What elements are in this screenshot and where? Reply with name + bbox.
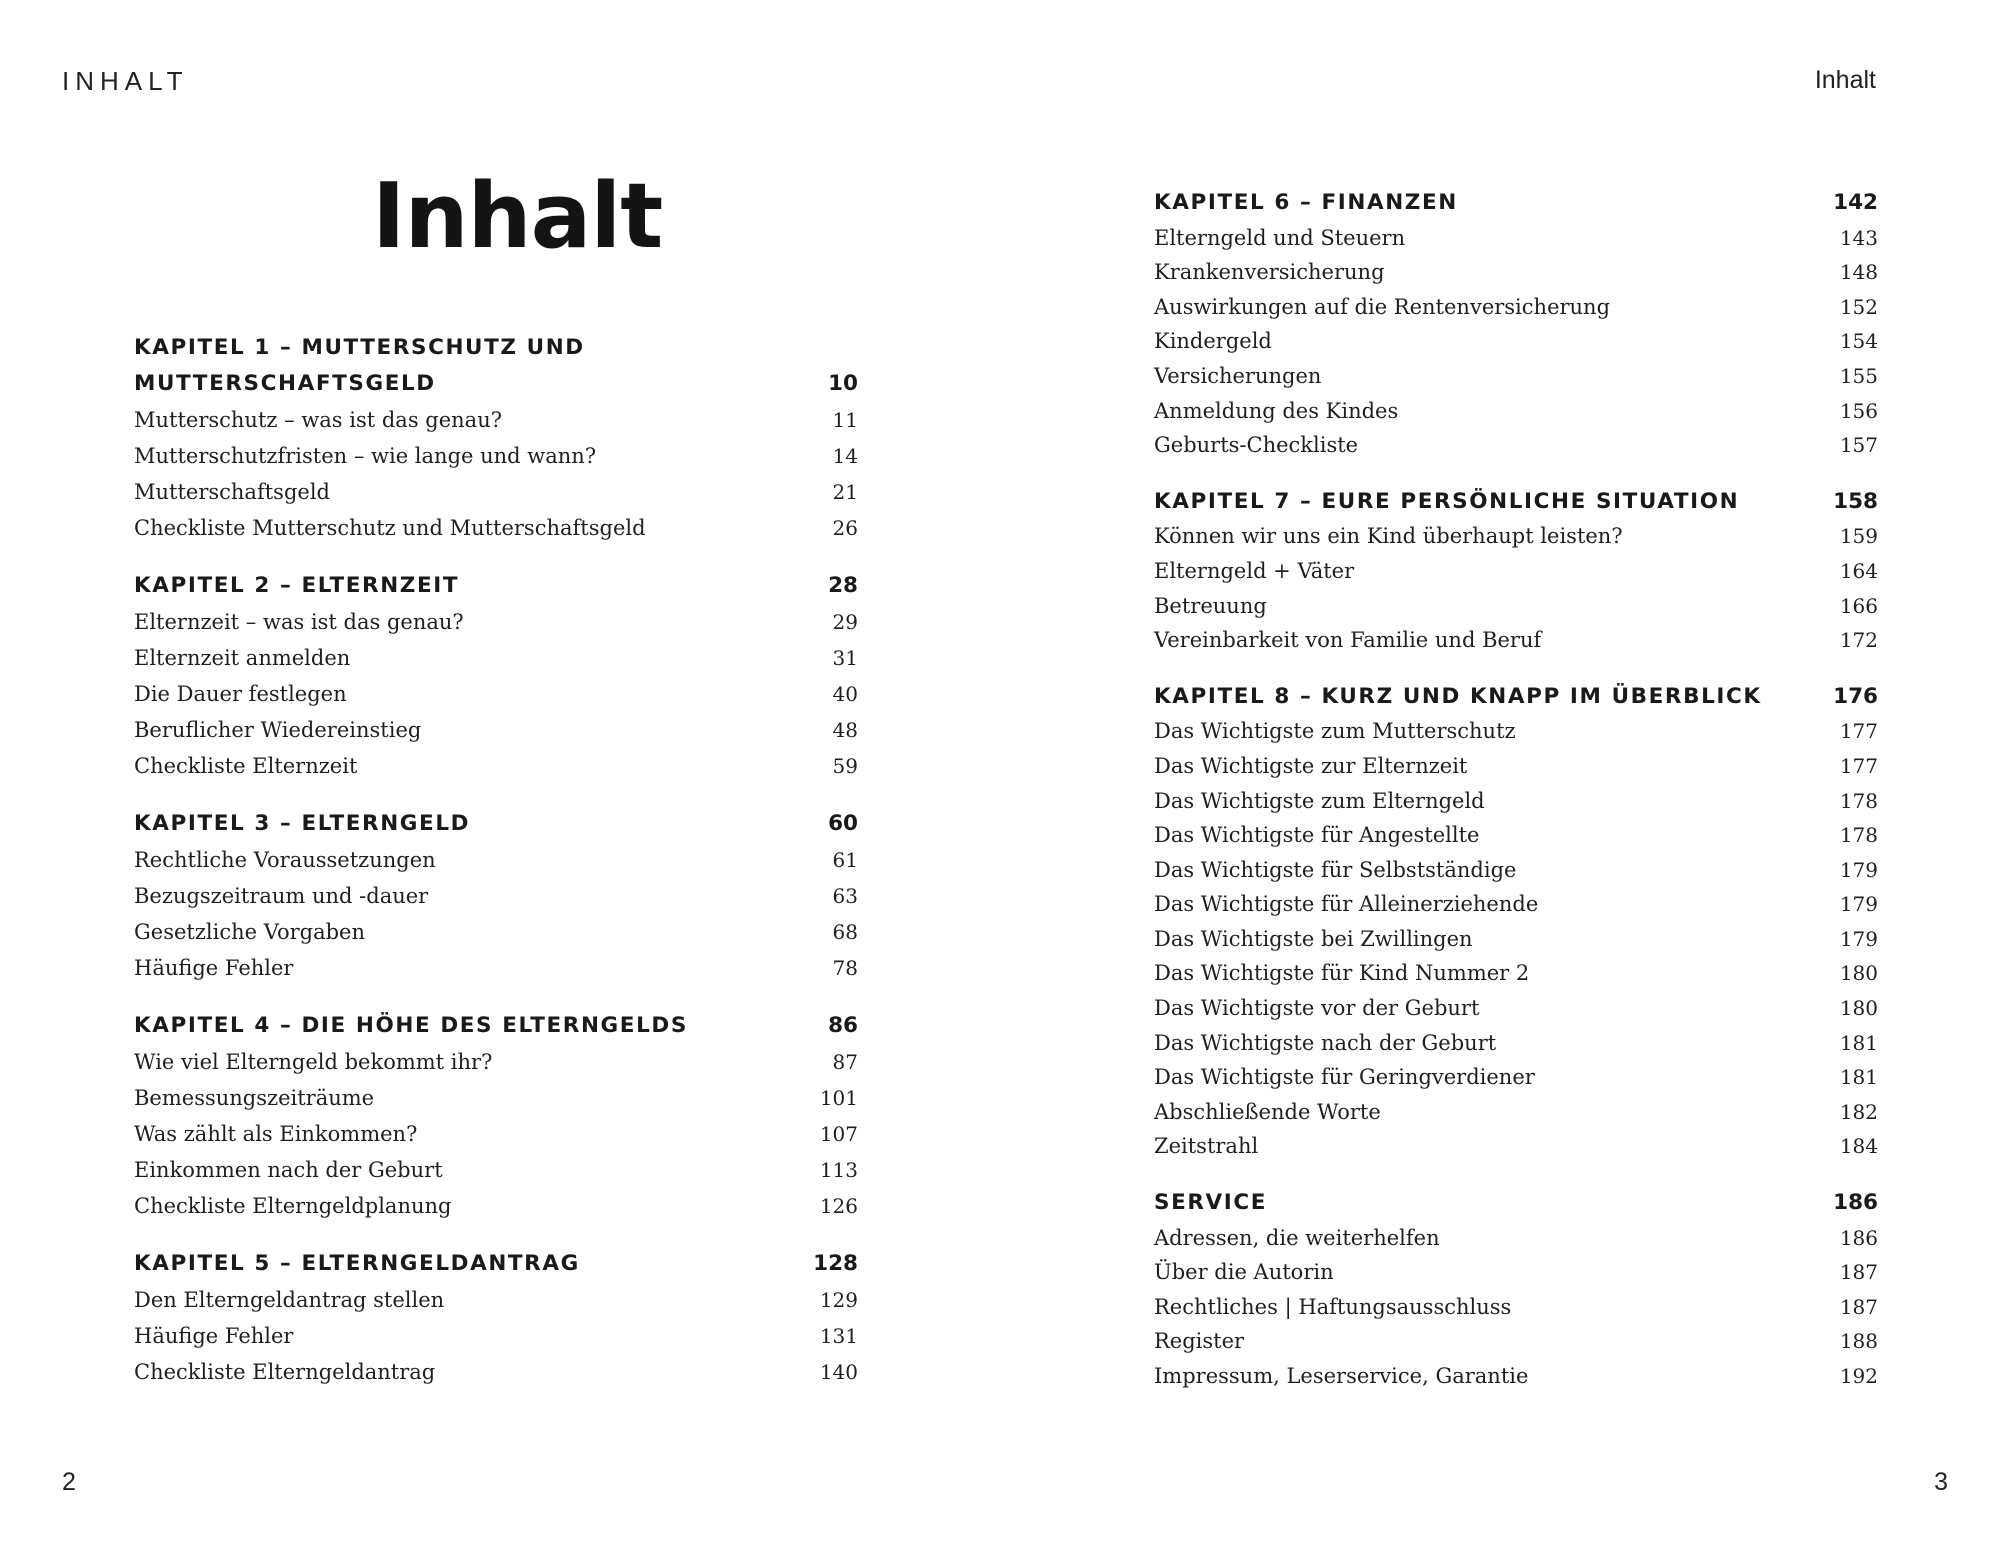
- chapter-title-line: KAPITEL 4 – DIE HÖHE DES ELTERNGELDS: [134, 1013, 688, 1038]
- toc-entry-page: 140: [819, 1360, 858, 1384]
- chapter-title: [1154, 485, 1739, 520]
- chapter-title: [134, 568, 459, 604]
- toc-entry[interactable]: [1154, 853, 1878, 888]
- toc-chapter: [1154, 1186, 1878, 1394]
- toc-entry-label: Den Elterngeldantrag stellen: [134, 1288, 445, 1312]
- running-head-right: Inhalt: [1814, 66, 1876, 94]
- toc-entry[interactable]: [134, 842, 858, 878]
- toc-entry[interactable]: [1154, 784, 1878, 819]
- chapter-title-line: MUTTERSCHAFTSGELD: [134, 371, 436, 396]
- toc-entry-page: 126: [819, 1194, 858, 1218]
- chapter-heading[interactable]: [134, 330, 858, 402]
- toc-chapter: [134, 568, 858, 784]
- toc-entry[interactable]: [134, 1152, 858, 1188]
- toc-entry-page: 186: [1839, 1225, 1878, 1250]
- toc-entry-label: Elterngeld und Steuern: [1154, 225, 1406, 250]
- toc-entry[interactable]: [134, 438, 858, 474]
- toc-entry[interactable]: [1154, 221, 1878, 256]
- toc-entry-page: 129: [819, 1288, 858, 1312]
- toc-entry-label: Rechtliches | Haftungsausschluss: [1154, 1294, 1512, 1319]
- toc-entry-page: 188: [1839, 1329, 1878, 1354]
- toc-entry-page: 187: [1839, 1260, 1878, 1285]
- toc-chapter: [134, 1008, 858, 1224]
- toc-entry[interactable]: [1154, 1255, 1878, 1290]
- chapter-page-number: 158: [1833, 488, 1878, 514]
- page-title: Inhalt: [372, 164, 663, 269]
- toc-entry-label: Abschließende Worte: [1154, 1099, 1381, 1124]
- toc-entry-page: 179: [1839, 926, 1878, 951]
- chapter-title: [134, 1246, 580, 1282]
- toc-entry-page: 48: [832, 718, 858, 742]
- toc-entry-page: 180: [1839, 961, 1878, 986]
- toc-chapter: [1154, 485, 1878, 658]
- toc-entry[interactable]: [1154, 1221, 1878, 1256]
- toc-entry[interactable]: [1154, 1026, 1878, 1061]
- toc-entry-page: 68: [832, 920, 858, 944]
- toc-entry-label: Checkliste Elterngeldantrag: [134, 1360, 436, 1384]
- toc-entry-page: 178: [1839, 823, 1878, 848]
- toc-entry-label: Impressum, Leserservice, Garantie: [1154, 1364, 1529, 1388]
- toc-chapter: [134, 806, 858, 986]
- toc-entry[interactable]: [134, 1080, 858, 1116]
- toc-entry-label: Bemessungszeiträume: [134, 1086, 375, 1110]
- toc-entry-page: 113: [819, 1158, 858, 1182]
- toc-entry[interactable]: [1154, 623, 1878, 658]
- toc-entry[interactable]: [134, 748, 858, 784]
- toc-entry-label: Mutterschutz – was ist das genau?: [134, 408, 502, 432]
- toc-entry-page: 21: [832, 480, 858, 504]
- toc-entry-label: Checkliste Mutterschutz und Mutterschaftsgeld: [134, 516, 646, 540]
- chapter-page-number: 142: [1833, 190, 1878, 215]
- toc-entry-page: 178: [1839, 788, 1878, 813]
- chapter-title: [1154, 680, 1762, 715]
- chapter-page-number: 128: [813, 1251, 858, 1276]
- toc-entry-page: 143: [1839, 225, 1878, 250]
- toc-entry[interactable]: [134, 1116, 858, 1152]
- toc-entry-label: Krankenversicherung: [1154, 260, 1385, 285]
- toc-entry-page: 156: [1839, 398, 1878, 423]
- toc-entry-label: Das Wichtigste für Angestellte: [1154, 823, 1480, 848]
- chapter-title-line: KAPITEL 6 – FINANZEN: [1154, 190, 1458, 215]
- toc-entry-label: Kindergeld: [1154, 329, 1272, 354]
- chapter-page-number: 186: [1833, 1190, 1878, 1216]
- toc-entry-label: Das Wichtigste für Geringverdiener: [1154, 1065, 1535, 1090]
- toc-chapter: [1154, 186, 1878, 463]
- toc-entry[interactable]: [134, 1188, 858, 1224]
- chapter-title: [1154, 186, 1458, 221]
- toc-entry[interactable]: [1154, 887, 1878, 922]
- toc-entry[interactable]: [1154, 956, 1878, 991]
- toc-entry[interactable]: [134, 914, 858, 950]
- toc-entry-page: 14: [832, 444, 858, 468]
- toc-entry-page: 31: [832, 646, 858, 670]
- toc-entry-label: Gesetzliche Vorgaben: [134, 920, 366, 944]
- toc-entry[interactable]: [134, 676, 858, 712]
- toc-entry[interactable]: [134, 1044, 858, 1080]
- toc-entry-label: Das Wichtigste zur Elternzeit: [1154, 753, 1468, 778]
- chapter-heading[interactable]: [134, 1008, 858, 1044]
- toc-entry[interactable]: [134, 950, 858, 986]
- toc-entry-page: 164: [1839, 558, 1878, 583]
- toc-entry[interactable]: [1154, 1095, 1878, 1130]
- toc-entry-label: Was zählt als Einkommen?: [134, 1122, 418, 1146]
- toc-entry-label: Elterngeld + Väter: [1154, 558, 1355, 583]
- chapter-title: [1154, 1186, 1267, 1221]
- toc-entry-label: Das Wichtigste zum Elterngeld: [1154, 788, 1485, 813]
- toc-entry[interactable]: [134, 1354, 858, 1390]
- toc-entry-label: Häufige Fehler: [134, 956, 294, 980]
- chapter-page-number: 28: [828, 573, 858, 598]
- toc-right-column: [1154, 186, 1878, 1416]
- toc-entry[interactable]: [1154, 1060, 1878, 1095]
- toc-entry[interactable]: [134, 510, 858, 546]
- chapter-heading[interactable]: [134, 568, 858, 604]
- toc-entry-page: 29: [832, 610, 858, 634]
- toc-entry[interactable]: [134, 640, 858, 676]
- page-number-left: 2: [62, 1468, 76, 1496]
- toc-entry[interactable]: [1154, 818, 1878, 853]
- toc-entry[interactable]: [1154, 1290, 1878, 1325]
- chapter-heading[interactable]: [1154, 485, 1878, 520]
- chapter-title-line: SERVICE: [1154, 1190, 1268, 1216]
- toc-entry-page: 184: [1839, 1134, 1878, 1159]
- toc-entry-page: 180: [1839, 996, 1878, 1021]
- toc-entry-label: Das Wichtigste für Selbstständige: [1154, 857, 1517, 882]
- toc-entry-page: 152: [1839, 294, 1878, 319]
- chapter-page-number: 176: [1833, 683, 1878, 709]
- page-number-right: 3: [1934, 1468, 1948, 1496]
- chapter-page-number: 60: [828, 811, 858, 836]
- toc-entry-label: Register: [1154, 1329, 1245, 1354]
- toc-entry-page: 11: [832, 408, 858, 432]
- toc-entry-label: Elternzeit – was ist das genau?: [134, 610, 464, 634]
- toc-entry[interactable]: [1154, 1324, 1878, 1359]
- toc-entry-page: 177: [1839, 753, 1878, 778]
- toc-entry-label: Geburts-Checkliste: [1154, 433, 1359, 458]
- chapter-title-line: KAPITEL 7 – EURE PERSÖNLICHE SITUATION: [1154, 488, 1740, 514]
- toc-entry-page: 40: [832, 682, 858, 706]
- toc-entry-label: Können wir uns ein Kind überhaupt leisten?: [1154, 524, 1623, 549]
- chapter-title: [134, 330, 585, 402]
- chapter-title: [134, 806, 470, 842]
- toc-entry[interactable]: [134, 878, 858, 914]
- toc-entry-label: Auswirkungen auf die Rentenversicherung: [1154, 294, 1611, 319]
- toc-entry-label: Mutterschaftsgeld: [134, 480, 330, 504]
- toc-entry[interactable]: [1154, 1129, 1878, 1164]
- chapter-title-line: KAPITEL 8 – KURZ UND KNAPP IM ÜBERBLICK: [1154, 683, 1762, 709]
- toc-entry-page: 63: [832, 884, 858, 908]
- toc-entry[interactable]: [1154, 428, 1878, 463]
- toc-entry[interactable]: [1154, 714, 1878, 749]
- toc-entry-label: Mutterschutzfristen – wie lange und wann?: [134, 444, 597, 468]
- toc-entry[interactable]: [134, 402, 858, 438]
- toc-entry-label: Anmeldung des Kindes: [1154, 398, 1399, 423]
- toc-entry-page: 177: [1839, 719, 1878, 744]
- toc-entry[interactable]: [1154, 359, 1878, 394]
- toc-entry-label: Beruflicher Wiedereinstieg: [134, 718, 422, 742]
- toc-entry-label: Das Wichtigste bei Zwillingen: [1154, 926, 1473, 951]
- toc-entry-page: 192: [1839, 1364, 1878, 1388]
- toc-left-column: [134, 330, 858, 1412]
- toc-entry-label: Bezugszeitraum und -dauer: [134, 884, 429, 908]
- toc-entry-page: 155: [1839, 363, 1878, 388]
- toc-entry-label: Das Wichtigste für Alleinerziehende: [1154, 892, 1539, 917]
- chapter-title-line: KAPITEL 2 – ELTERNZEIT: [134, 573, 460, 598]
- toc-entry-label: Das Wichtigste vor der Geburt: [1154, 996, 1480, 1021]
- toc-entry-label: Elternzeit anmelden: [134, 646, 351, 670]
- chapter-page-number: 86: [828, 1013, 858, 1038]
- chapter-heading[interactable]: [1154, 680, 1878, 715]
- toc-entry-label: Zeitstrahl: [1154, 1134, 1259, 1159]
- toc-entry-page: 107: [819, 1122, 858, 1146]
- toc-entry-label: Versicherungen: [1154, 363, 1322, 388]
- toc-entry-page: 154: [1839, 329, 1878, 354]
- toc-entry-label: Das Wichtigste zum Mutterschutz: [1154, 719, 1516, 744]
- toc-entry[interactable]: [1154, 554, 1878, 589]
- toc-entry[interactable]: [1154, 324, 1878, 359]
- toc-entry-page: 159: [1839, 524, 1878, 549]
- toc-entry[interactable]: [1154, 290, 1878, 325]
- toc-entry-page: 101: [819, 1086, 858, 1110]
- toc-entry-label: Das Wichtigste für Kind Nummer 2: [1154, 961, 1530, 986]
- toc-entry-label: Rechtliche Voraussetzungen: [134, 848, 436, 872]
- chapter-heading[interactable]: [134, 806, 858, 842]
- toc-entry[interactable]: [1154, 589, 1878, 624]
- toc-entry-label: Checkliste Elternzeit: [134, 754, 358, 778]
- running-head-left: INHALT: [62, 66, 189, 96]
- toc-entry-label: Über die Autorin: [1154, 1260, 1334, 1285]
- toc-entry-page: 131: [819, 1324, 858, 1348]
- toc-entry[interactable]: [134, 1318, 858, 1354]
- toc-entry[interactable]: [134, 712, 858, 748]
- chapter-title-line: KAPITEL 1 – MUTTERSCHUTZ UND: [134, 335, 585, 360]
- toc-entry[interactable]: [134, 474, 858, 510]
- toc-entry[interactable]: [1154, 394, 1878, 429]
- toc-entry-page: 87: [832, 1050, 858, 1074]
- toc-entry-page: 157: [1839, 433, 1878, 458]
- toc-entry[interactable]: [134, 1282, 858, 1318]
- toc-entry-page: 181: [1839, 1030, 1878, 1055]
- toc-entry-page: 78: [832, 956, 858, 980]
- toc-entry-label: Das Wichtigste nach der Geburt: [1154, 1030, 1497, 1055]
- toc-entry[interactable]: [1154, 255, 1878, 290]
- toc-entry-label: Die Dauer festlegen: [134, 682, 347, 706]
- toc-entry-label: Häufige Fehler: [134, 1324, 294, 1348]
- toc-entry-label: Checkliste Elterngeldplanung: [134, 1194, 452, 1218]
- toc-entry-label: Betreuung: [1154, 593, 1267, 618]
- toc-chapter: [134, 330, 858, 546]
- toc-entry[interactable]: [1154, 922, 1878, 957]
- toc-entry-page: 182: [1839, 1099, 1878, 1124]
- toc-entry-page: 166: [1839, 593, 1878, 618]
- toc-chapter: [1154, 680, 1878, 1164]
- toc-entry-label: Vereinbarkeit von Familie und Beruf: [1154, 628, 1542, 653]
- toc-entry[interactable]: [1154, 1359, 1878, 1394]
- toc-entry-page: 172: [1839, 628, 1878, 653]
- toc-entry-page: 179: [1839, 857, 1878, 882]
- toc-entry-page: 61: [832, 848, 858, 872]
- chapter-title-line: KAPITEL 3 – ELTERNGELD: [134, 811, 471, 836]
- toc-entry-label: Adressen, die weiterhelfen: [1154, 1225, 1440, 1250]
- toc-entry[interactable]: [134, 604, 858, 640]
- toc-entry-page: 181: [1839, 1065, 1878, 1090]
- toc-entry[interactable]: [1154, 519, 1878, 554]
- toc-entry[interactable]: [1154, 991, 1878, 1026]
- toc-chapter: [134, 1246, 858, 1390]
- chapter-title: [134, 1008, 688, 1044]
- chapter-page-number: 10: [828, 371, 858, 396]
- chapter-title-line: KAPITEL 5 – ELTERNGELDANTRAG: [134, 1251, 580, 1276]
- toc-entry-label: Einkommen nach der Geburt: [134, 1158, 443, 1182]
- toc-entry-label: Wie viel Elterngeld bekommt ihr?: [134, 1050, 493, 1074]
- toc-entry-page: 59: [832, 754, 858, 778]
- toc-entry-page: 148: [1839, 260, 1878, 285]
- toc-entry-page: 187: [1839, 1294, 1878, 1319]
- chapter-heading[interactable]: [1154, 1186, 1878, 1221]
- toc-entry-page: 26: [832, 516, 858, 540]
- toc-entry[interactable]: [1154, 749, 1878, 784]
- chapter-heading[interactable]: [1154, 186, 1878, 221]
- toc-entry-page: 179: [1839, 892, 1878, 917]
- chapter-heading[interactable]: [134, 1246, 858, 1282]
